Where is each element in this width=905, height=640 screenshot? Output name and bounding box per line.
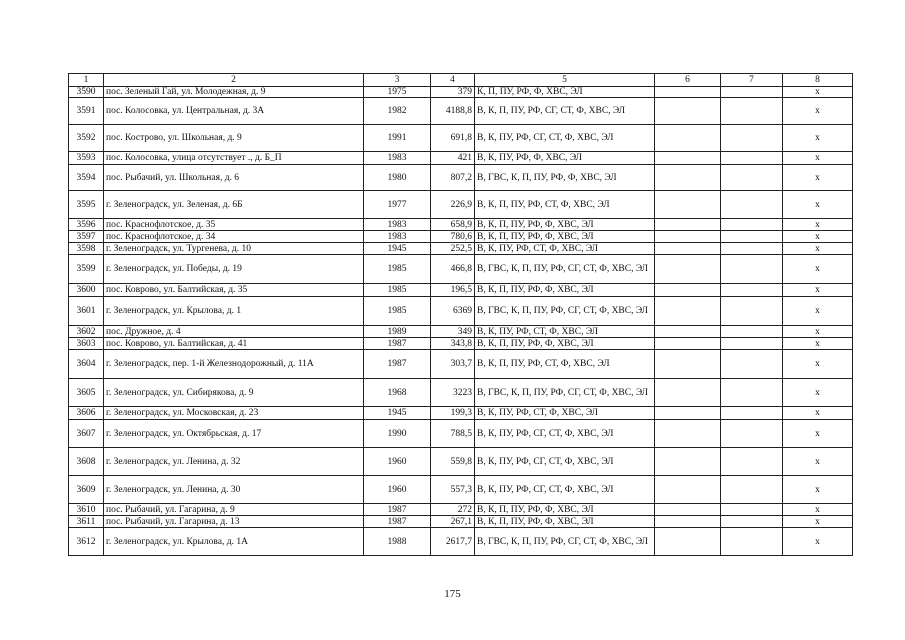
col6-cell [655, 219, 721, 231]
col6-cell [655, 284, 721, 297]
address-cell: пос. Коврово, ул. Балтийская, д. 35 [104, 284, 364, 297]
col7-cell [721, 528, 783, 556]
mark-cell: х [783, 87, 853, 98]
col-header-6: 6 [655, 74, 721, 87]
col6-cell [655, 516, 721, 528]
mark-cell: х [783, 191, 853, 219]
area-cell: 349 [431, 326, 475, 338]
table-row [69, 87, 853, 98]
services-cell: В, К, П, ПУ, РФ, СТ, Ф, ХВС, ЭЛ [475, 350, 655, 379]
col6-cell [655, 528, 721, 556]
services-cell: В, К, П, ПУ, РФ, Ф, ХВС, ЭЛ [475, 504, 655, 516]
table-row [69, 125, 853, 152]
area-cell: 421 [431, 152, 475, 165]
services-cell: В, ГВС, К, П, ПУ, РФ, Ф, ХВС, ЭЛ [475, 165, 655, 191]
col-header-5: 5 [475, 74, 655, 87]
table-row [69, 504, 853, 516]
col6-cell [655, 448, 721, 476]
area-cell: 2617,7 [431, 528, 475, 556]
year-cell: 1980 [364, 165, 431, 191]
table-row [69, 528, 853, 556]
page-number: 175 [444, 588, 461, 600]
col6-cell [655, 243, 721, 255]
year-cell: 1987 [364, 516, 431, 528]
col7-cell [721, 516, 783, 528]
services-cell: В, К, П, ПУ, РФ, Ф, ХВС, ЭЛ [475, 284, 655, 297]
address-cell: г. Зеленоградск, ул. Октябрьская, д. 17 [104, 420, 364, 448]
services-cell: В, К, ПУ, РФ, СТ, Ф, ХВС, ЭЛ [475, 407, 655, 420]
year-cell: 1989 [364, 326, 431, 338]
col6-cell [655, 420, 721, 448]
area-cell: 780,6 [431, 231, 475, 243]
mark-cell: х [783, 219, 853, 231]
services-cell: В, К, ПУ, РФ, СГ, СТ, Ф, ХВС, ЭЛ [475, 420, 655, 448]
mark-cell: х [783, 516, 853, 528]
address-cell: г. Зеленоградск, ул. Тургенева, д. 10 [104, 243, 364, 255]
table-row [69, 516, 853, 528]
year-cell: 1945 [364, 407, 431, 420]
col7-cell [721, 98, 783, 125]
col6-cell [655, 98, 721, 125]
col7-cell [721, 284, 783, 297]
address-cell: г. Зеленоградск, ул. Зеленая, д. 6Б [104, 191, 364, 219]
services-cell: В, ГВС, К, П, ПУ, РФ, СГ, СТ, Ф, ХВС, ЭЛ [475, 379, 655, 407]
year-cell: 1988 [364, 528, 431, 556]
col7-cell [721, 379, 783, 407]
area-cell: 807,2 [431, 165, 475, 191]
address-cell: пос. Дружное, д. 4 [104, 326, 364, 338]
year-cell: 1982 [364, 98, 431, 125]
year-cell: 1975 [364, 87, 431, 98]
col6-cell [655, 476, 721, 504]
area-cell: 272 [431, 504, 475, 516]
services-cell: В, К, П, ПУ, РФ, СГ, СТ, Ф, ХВС, ЭЛ [475, 98, 655, 125]
mark-cell: х [783, 476, 853, 504]
row-number: 3604 [69, 350, 104, 379]
address-cell: г. Зеленоградск, ул. Крылова, д. 1 [104, 297, 364, 326]
area-cell: 267,1 [431, 516, 475, 528]
col6-cell [655, 504, 721, 516]
services-cell: В, К, ПУ, РФ, СТ, Ф, ХВС, ЭЛ [475, 243, 655, 255]
services-cell: В, К, ПУ, РФ, СГ, СТ, Ф, ХВС, ЭЛ [475, 125, 655, 152]
col7-cell [721, 407, 783, 420]
row-number: 3600 [69, 284, 104, 297]
year-cell: 1968 [364, 379, 431, 407]
col7-cell [721, 152, 783, 165]
col6-cell [655, 87, 721, 98]
table-row [69, 165, 853, 191]
services-cell: В, К, ПУ, РФ, Ф, ХВС, ЭЛ [475, 152, 655, 165]
address-cell: пос. Краснофлотское, д. 34 [104, 231, 364, 243]
col7-cell [721, 350, 783, 379]
row-number: 3611 [69, 516, 104, 528]
table-row [69, 219, 853, 231]
mark-cell: х [783, 338, 853, 350]
services-cell: В, К, П, ПУ, РФ, Ф, ХВС, ЭЛ [475, 231, 655, 243]
col6-cell [655, 165, 721, 191]
area-cell: 303,7 [431, 350, 475, 379]
col-header-3: 3 [364, 74, 431, 87]
area-cell: 658,9 [431, 219, 475, 231]
table-row [69, 326, 853, 338]
col6-cell [655, 152, 721, 165]
row-number: 3606 [69, 407, 104, 420]
row-number: 3593 [69, 152, 104, 165]
table-row [69, 98, 853, 125]
mark-cell: х [783, 350, 853, 379]
col6-cell [655, 350, 721, 379]
address-cell: г. Зеленоградск, пер. 1-й Железнодорожный, д. 11А [104, 350, 364, 379]
row-number: 3597 [69, 231, 104, 243]
table-row [69, 191, 853, 219]
address-cell: г. Зеленоградск, ул. Московская, д. 23 [104, 407, 364, 420]
year-cell: 1987 [364, 504, 431, 516]
year-cell: 1990 [364, 420, 431, 448]
area-cell: 691,8 [431, 125, 475, 152]
row-number: 3612 [69, 528, 104, 556]
row-number: 3595 [69, 191, 104, 219]
col6-cell [655, 297, 721, 326]
services-cell: В, ГВС, К, П, ПУ, РФ, СГ, СТ, Ф, ХВС, ЭЛ [475, 255, 655, 284]
table-row [69, 407, 853, 420]
mark-cell: х [783, 528, 853, 556]
col7-cell [721, 504, 783, 516]
table-row [69, 231, 853, 243]
row-number: 3603 [69, 338, 104, 350]
row-number: 3599 [69, 255, 104, 284]
col7-cell [721, 476, 783, 504]
col-header-4: 4 [431, 74, 475, 87]
address-cell: пос. Коврово, ул. Балтийская, д. 41 [104, 338, 364, 350]
area-cell: 6369 [431, 297, 475, 326]
area-cell: 559,8 [431, 448, 475, 476]
address-cell: пос. Зеленый Гай, ул. Молодежная, д. 9 [104, 87, 364, 98]
area-cell: 196,5 [431, 284, 475, 297]
services-cell: К, П, ПУ, РФ, Ф, ХВС, ЭЛ [475, 87, 655, 98]
mark-cell: х [783, 152, 853, 165]
row-number: 3602 [69, 326, 104, 338]
services-cell: В, К, П, ПУ, РФ, Ф, ХВС, ЭЛ [475, 516, 655, 528]
table-row [69, 350, 853, 379]
table-row [69, 476, 853, 504]
col7-cell [721, 231, 783, 243]
col7-cell [721, 125, 783, 152]
area-cell: 379 [431, 87, 475, 98]
area-cell: 4188,8 [431, 98, 475, 125]
address-cell: пос. Рыбачий, ул. Школьная, д. 6 [104, 165, 364, 191]
col6-cell [655, 326, 721, 338]
row-number: 3605 [69, 379, 104, 407]
area-cell: 199,3 [431, 407, 475, 420]
row-number: 3594 [69, 165, 104, 191]
row-number: 3608 [69, 448, 104, 476]
services-cell: В, К, П, ПУ, РФ, Ф, ХВС, ЭЛ [475, 219, 655, 231]
col7-cell [721, 338, 783, 350]
address-cell: г. Зеленоградск, ул. Ленина, д. 32 [104, 448, 364, 476]
area-cell: 252,5 [431, 243, 475, 255]
row-number: 3596 [69, 219, 104, 231]
address-cell: пос. Рыбачий, ул. Гагарина, д. 9 [104, 504, 364, 516]
year-cell: 1983 [364, 231, 431, 243]
services-cell: В, ГВС, К, П, ПУ, РФ, СГ, СТ, Ф, ХВС, ЭЛ [475, 528, 655, 556]
col7-cell [721, 191, 783, 219]
table-body [69, 87, 853, 556]
row-number: 3607 [69, 420, 104, 448]
col7-cell [721, 243, 783, 255]
col6-cell [655, 125, 721, 152]
mark-cell: х [783, 284, 853, 297]
col-header-1: 1 [69, 74, 104, 87]
services-cell: В, К, П, ПУ, РФ, СТ, Ф, ХВС, ЭЛ [475, 191, 655, 219]
address-cell: г. Зеленоградск, ул. Крылова, д. 1А [104, 528, 364, 556]
table-row [69, 255, 853, 284]
mark-cell: х [783, 420, 853, 448]
row-number: 3601 [69, 297, 104, 326]
table-row [69, 152, 853, 165]
services-cell: В, ГВС, К, П, ПУ, РФ, СГ, СТ, Ф, ХВС, ЭЛ [475, 297, 655, 326]
year-cell: 1985 [364, 297, 431, 326]
year-cell: 1991 [364, 125, 431, 152]
col-header-8: 8 [783, 74, 853, 87]
row-number: 3590 [69, 87, 104, 98]
address-cell: пос. Краснофлотское, д. 35 [104, 219, 364, 231]
mark-cell: х [783, 98, 853, 125]
address-cell: г. Зеленоградск, ул. Сибирякова, д. 9 [104, 379, 364, 407]
mark-cell: х [783, 243, 853, 255]
table-row [69, 338, 853, 350]
row-number: 3591 [69, 98, 104, 125]
col-header-7: 7 [721, 74, 783, 87]
col7-cell [721, 165, 783, 191]
housing-registry-table [68, 73, 853, 556]
row-number: 3598 [69, 243, 104, 255]
col7-cell [721, 297, 783, 326]
col6-cell [655, 407, 721, 420]
address-cell: пос. Кострово, ул. Школьная, д. 9 [104, 125, 364, 152]
col7-cell [721, 219, 783, 231]
year-cell: 1945 [364, 243, 431, 255]
year-cell: 1983 [364, 152, 431, 165]
address-cell: г. Зеленоградск, ул. Победы, д. 19 [104, 255, 364, 284]
col6-cell [655, 255, 721, 284]
address-cell: пос. Колосовка, ул. Центральная, д. 3А [104, 98, 364, 125]
row-number: 3609 [69, 476, 104, 504]
area-cell: 557,3 [431, 476, 475, 504]
mark-cell: х [783, 326, 853, 338]
mark-cell: х [783, 379, 853, 407]
mark-cell: х [783, 407, 853, 420]
services-cell: В, К, ПУ, РФ, СТ, Ф, ХВС, ЭЛ [475, 326, 655, 338]
area-cell: 788,5 [431, 420, 475, 448]
mark-cell: х [783, 297, 853, 326]
col6-cell [655, 231, 721, 243]
mark-cell: х [783, 504, 853, 516]
header-row [69, 74, 853, 87]
mark-cell: х [783, 125, 853, 152]
area-cell: 343,8 [431, 338, 475, 350]
table-row [69, 420, 853, 448]
table-row [69, 379, 853, 407]
address-cell: пос. Рыбачий, ул. Гагарина, д. 13 [104, 516, 364, 528]
col7-cell [721, 326, 783, 338]
col7-cell [721, 255, 783, 284]
mark-cell: х [783, 448, 853, 476]
mark-cell: х [783, 231, 853, 243]
mark-cell: х [783, 165, 853, 191]
area-cell: 466,8 [431, 255, 475, 284]
address-cell: г. Зеленоградск, ул. Ленина, д. 30 [104, 476, 364, 504]
row-number: 3610 [69, 504, 104, 516]
area-cell: 226,9 [431, 191, 475, 219]
year-cell: 1987 [364, 338, 431, 350]
area-cell: 3223 [431, 379, 475, 407]
mark-cell: х [783, 255, 853, 284]
year-cell: 1985 [364, 284, 431, 297]
year-cell: 1987 [364, 350, 431, 379]
table-row [69, 284, 853, 297]
col7-cell [721, 87, 783, 98]
col7-cell [721, 448, 783, 476]
table-row [69, 448, 853, 476]
year-cell: 1960 [364, 448, 431, 476]
col7-cell [721, 420, 783, 448]
services-cell: В, К, ПУ, РФ, СГ, СТ, Ф, ХВС, ЭЛ [475, 448, 655, 476]
services-cell: В, К, П, ПУ, РФ, Ф, ХВС, ЭЛ [475, 338, 655, 350]
year-cell: 1985 [364, 255, 431, 284]
year-cell: 1977 [364, 191, 431, 219]
col6-cell [655, 379, 721, 407]
year-cell: 1983 [364, 219, 431, 231]
year-cell: 1960 [364, 476, 431, 504]
table-row [69, 243, 853, 255]
services-cell: В, К, ПУ, РФ, СГ, СТ, Ф, ХВС, ЭЛ [475, 476, 655, 504]
table-row [69, 297, 853, 326]
row-number: 3592 [69, 125, 104, 152]
col6-cell [655, 338, 721, 350]
col-header-2: 2 [104, 74, 364, 87]
address-cell: пос. Колосовка, улица отсутствует ., д. Б_П [104, 152, 364, 165]
col6-cell [655, 191, 721, 219]
